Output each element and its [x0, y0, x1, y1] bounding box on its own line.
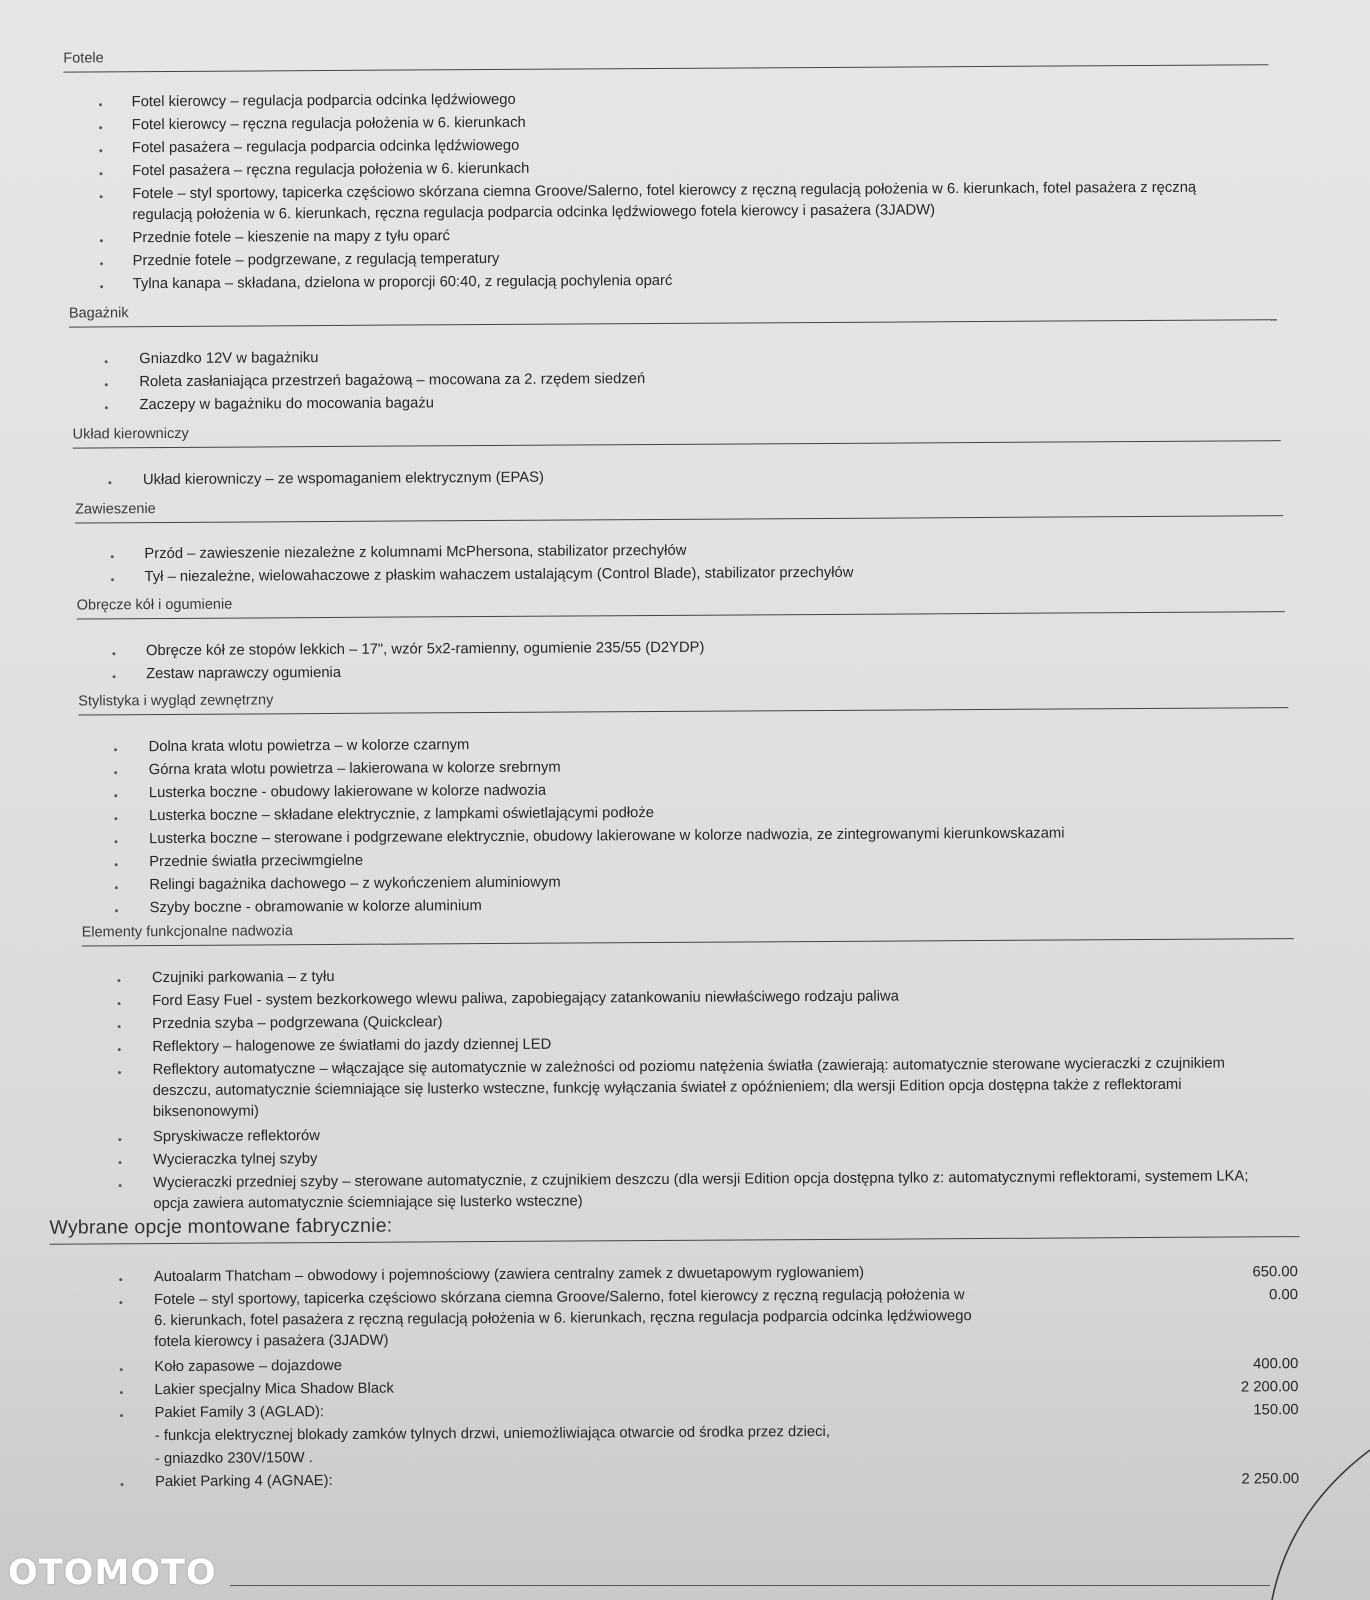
bullet: •	[117, 998, 122, 1011]
bullet: •	[118, 1157, 123, 1170]
list-item: Ford Easy Fuel - system bezkorkowego wlewu paliwa, zapobiegający zatankowaniu niewłaściwego rodzaju paliwa	[152, 988, 899, 1010]
list-item: Fotel kierowcy – regulacja podparcia odcinka lędźwiowego	[131, 91, 516, 111]
list-item: Reflektory automatyczne – włączające się automatycznie w zależności od poziomu natężenia światła (zawierają: automatycznie sterowane wycieraczki z czujnikiem deszczu, automatycznie ściemniające się lusterko wsteczne, funkcję wyłączania świateł z opóźnieniem; dla wersji Edition opcja dostępna także z reflektorami biksenonowymi)	[152, 1055, 1226, 1121]
section-title-fotele: Fotele	[63, 50, 104, 67]
list-item: Szyby boczne - obramowanie w kolorze aluminium	[149, 898, 482, 917]
list-item: Zaczepy w bagażniku do mocowania bagażu	[139, 395, 435, 414]
section-title-stylistyka: Stylistyka i wygląd zewnętrzny	[78, 692, 274, 710]
bullet: •	[98, 99, 103, 112]
section-rule	[73, 440, 1281, 448]
bullet: •	[98, 145, 103, 158]
option-item: Lakier specjalny Mica Shadow Black	[154, 1380, 394, 1399]
section-rule	[77, 611, 1285, 619]
bullet: •	[111, 648, 116, 661]
bullet: •	[118, 1274, 123, 1287]
price-value: 400.00	[1253, 1356, 1299, 1373]
bullet: •	[99, 191, 104, 204]
list-item: Spryskiwacze reflektorów	[152, 1128, 320, 1146]
bullet: •	[117, 1067, 122, 1080]
list-item: Wycieraczki przedniej szyby – sterowane automatycznie, z czujnikiem deszczu (dla wersji Edition opcja dostępna tylko z: automatycznymi reflektorami, systemem LKA; opcja zawiera automatycznie ściemniające się lusterko wsteczne)	[153, 1168, 1249, 1213]
list-item: Górna krata wlotu powietrza – lakierowana w kolorze srebrnym	[148, 759, 561, 779]
list-item: Gniazdko 12V w bagażniku	[139, 350, 319, 368]
bullet: •	[114, 859, 119, 872]
list-item: Relingi bagażnika dachowego – z wykończeniem aluminiowym	[149, 874, 561, 894]
bullet: •	[114, 882, 119, 895]
option-item: Pakiet Parking 4 (AGNAE):	[155, 1472, 333, 1491]
list-item: Przednie fotele – kieszenie na mapy z tyłu oparć	[132, 228, 450, 247]
list-item: Fotel kierowcy – ręczna regulacja położenia w 6. kierunkach	[131, 114, 526, 134]
bullet: •	[113, 813, 118, 826]
bullet: •	[104, 402, 109, 415]
bullet: •	[114, 905, 119, 918]
bullet: •	[119, 1410, 124, 1423]
section-title-zawieszenie: Zawieszenie	[75, 501, 156, 518]
bullet: •	[110, 574, 115, 587]
option-item: Fotele – styl sportowy, tapicerka częściowo skórzana ciemna Groove/Salerno, fotel kierowcy z ręczną regulacją położenia w 6. kierunkach, fotel pasażera z ręczną regulacją położenia w 6. kierunkach, ręczna regulacja podparcia odcinka lędźwiowego fotela kierowcy i pasażera (3JADW)	[153, 1287, 972, 1351]
bullet: •	[113, 744, 118, 757]
price-value: 2 250.00	[1241, 1471, 1300, 1488]
list-item: Reflektory – halogenowe ze światłami do jazdy dziennej LED	[152, 1036, 552, 1056]
price-value: 150.00	[1253, 1402, 1299, 1419]
list-item: Tylna kanapa – składana, dzielona w proporcji 60:40, z regulacją pochylenia oparć	[132, 272, 673, 293]
bullet: •	[110, 551, 115, 564]
section-title-elementy: Elementy funkcjonalne nadwozia	[81, 923, 293, 941]
bullet: •	[116, 975, 121, 988]
price-value: 0.00	[1269, 1287, 1298, 1304]
bullet: •	[119, 1387, 124, 1400]
bullet: •	[120, 1479, 124, 1492]
list-item: Dolna krata wlotu powietrza – w kolorze czarnym	[148, 737, 470, 756]
list-item: Przednia szyba – podgrzewana (Quickclear)	[152, 1014, 443, 1033]
section-rule	[63, 64, 1268, 72]
bullet: •	[104, 356, 109, 369]
bullet: •	[98, 122, 103, 135]
list-item: Przód – zawieszenie niezależne z kolumnami McPhersona, stabilizator przechyłów	[144, 542, 687, 563]
bullet: •	[114, 836, 119, 849]
option-item: Pakiet Family 3 (AGLAD):	[154, 1404, 325, 1422]
section-rule	[69, 319, 1277, 327]
list-item: Lusterka boczne – składane elektrycznie, z lampkami oświetlającymi podłoże	[148, 805, 655, 825]
option-item: Autoalarm Thatcham – obwodowy i pojemnościowy (zawiera centralny zamek z dwuetapowym ryglowaniem)	[153, 1264, 865, 1286]
bullet: •	[99, 258, 104, 271]
price-value: 2 200.00	[1240, 1379, 1299, 1396]
bullet: •	[99, 168, 103, 181]
bullet: •	[107, 477, 112, 490]
bullet: •	[118, 1180, 123, 1193]
bullet: •	[99, 281, 104, 294]
bullet: •	[104, 379, 109, 392]
list-item: Lusterka boczne - obudowy lakierowane w kolorze nadwozia	[148, 782, 547, 802]
list-item: Przednie światła przeciwmgielne	[149, 852, 364, 871]
price-value: 650.00	[1252, 1264, 1298, 1281]
list-item: Tył – niezależne, wielowahaczowe z płaskim wahaczem ustalającym (Control Blade), stabilizator przechyłów	[144, 564, 854, 586]
bullet: •	[112, 671, 117, 684]
list-item: Układ kierowniczy – ze wspomaganiem elektrycznym (EPAS)	[142, 469, 545, 489]
list-item: Wycieraczka tylnej szyby	[153, 1151, 318, 1169]
bullet: •	[113, 790, 118, 803]
list-item: Fotele – styl sportowy, tapicerka częściowo skórzana ciemna Groove/Salerno, fotel kierowcy z ręczną regulacją położenia w 6. kierunkach, fotel pasażera z ręczną regulacją położenia w 6. kierunkach, ręczna regulacja podparcia odcinka lędźwiowego fotela kierowcy i pasażera (3JADW)	[132, 179, 1197, 224]
section-rule	[75, 515, 1283, 523]
bullet: •	[117, 1021, 122, 1034]
list-item: Czujniki parkowania – z tyłu	[151, 968, 335, 987]
bullet: •	[118, 1297, 123, 1310]
bottom-edge-line	[230, 1585, 1270, 1586]
list-item: Fotel pasażera – ręczna regulacja położenia w 6. kierunkach	[131, 160, 530, 180]
bullet: •	[117, 1134, 122, 1147]
list-item: Roleta zasłaniająca przestrzeń bagażową – mocowana za 2. rzędem siedzeń	[139, 371, 646, 391]
list-item: Obręcze kół ze stopów lekkich – 17", wzór 5x2-ramienny, ogumienie 235/55 (D2YDP)	[145, 639, 705, 660]
page-curl-line	[1250, 1440, 1370, 1600]
bullet: •	[119, 1364, 124, 1377]
section-title-uklad-kierowniczy: Układ kierowniczy	[72, 425, 189, 443]
bullet: •	[117, 1044, 122, 1057]
options-title: Wybrane opcje montowane fabrycznie:	[49, 1214, 393, 1239]
option-item: Koło zapasowe – dojazdowe	[154, 1357, 342, 1376]
option-subitem: - funkcja elektrycznej blokady zamków tylnych drzwi, uniemożliwiająca otwarcie od środka przez dzieci,	[154, 1423, 830, 1445]
list-item: Zestaw naprawczy ogumienia	[146, 664, 342, 683]
bullet: •	[113, 767, 118, 780]
list-item: Przednie fotele – podgrzewane, z regulacją temperatury	[132, 250, 500, 270]
option-subitem: - gniazdko 230V/150W .	[154, 1450, 313, 1468]
section-title-bagaznik: Bagażnik	[68, 305, 129, 322]
bullet: •	[99, 235, 104, 248]
otomoto-watermark: OTOMOTO	[8, 1553, 217, 1593]
section-title-obrecze: Obręcze kół i ogumienie	[76, 596, 233, 614]
list-item: Lusterka boczne – sterowane i podgrzewane elektrycznie, obudowy lakierowane w kolorze nadwozia, ze zintegrowanymi kierunkowskazami	[149, 825, 1065, 848]
list-item: Fotel pasażera – regulacja podparcia odcinka lędźwiowego	[131, 137, 520, 157]
